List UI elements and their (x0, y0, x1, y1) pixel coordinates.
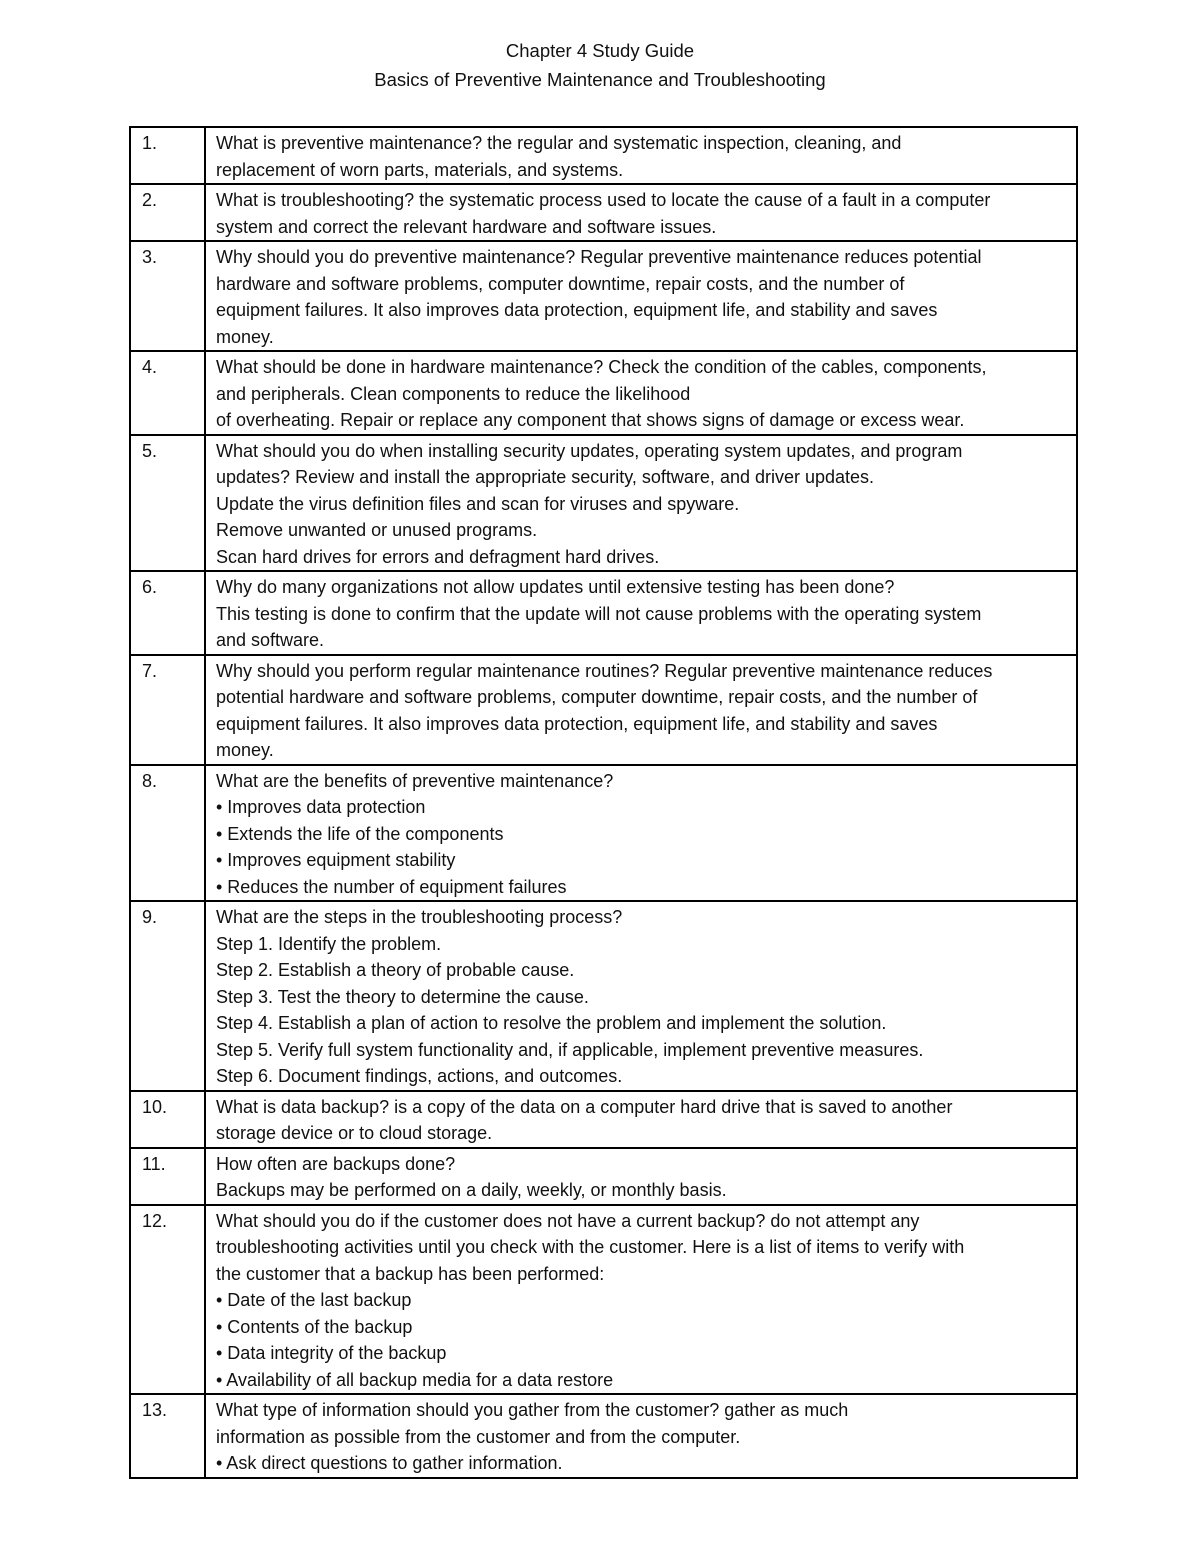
answer-line: Step 4. Establish a plan of action to resolve the problem and implement the solution. (216, 1013, 887, 1033)
answer-line: Why should you do preventive maintenance? Regular preventive maintenance reduces potential (216, 247, 982, 267)
table-row (130, 655, 1077, 765)
question-answer-cell (205, 571, 1077, 655)
answer-line: • Ask direct questions to gather information. (216, 1453, 563, 1473)
answer-line: replacement of worn parts, materials, and systems. (216, 159, 624, 180)
document-header (0, 36, 1200, 94)
question-answer-cell (205, 1091, 1077, 1148)
answer-line: updates? Review and install the appropriate security, software, and driver updates. (216, 467, 875, 487)
question-answer-cell (205, 655, 1077, 765)
answer-line: equipment failures. It also improves data protection, equipment life, and stability and saves (216, 300, 938, 320)
answer-line: Why do many organizations not allow updates until extensive testing has been done? (216, 577, 895, 597)
table-row (130, 571, 1077, 655)
question-number: 8. (130, 765, 205, 902)
answer-line: money. (216, 326, 274, 347)
table-row (130, 435, 1077, 572)
answer-line: What are the steps in the troubleshooting process? (216, 907, 623, 927)
answer-line: Step 5. Verify full system functionality and, if applicable, implement preventive measures. (216, 1039, 924, 1060)
answer-line: storage device or to cloud storage. (216, 1123, 493, 1143)
question-answer-cell (205, 765, 1077, 902)
answer-line: system and correct the relevant hardware and software issues. (216, 216, 717, 237)
question-number: 3. (130, 241, 205, 351)
table-row (130, 765, 1077, 902)
table-row (130, 901, 1077, 1091)
question-number: 2. (130, 184, 205, 241)
answer-line: What is data backup? is a copy of the data on a computer hard drive that is saved to another (216, 1096, 953, 1117)
question-answer-cell (205, 184, 1077, 241)
answer-line: What should you do if the customer does not have a current backup? do not attempt any (216, 1210, 920, 1231)
answer-line: • Availability of all backup media for a data restore (216, 1369, 614, 1390)
document-subtitle: Basics of Preventive Maintenance and Troubleshooting (374, 69, 826, 90)
answer-line: • Improves data protection (216, 797, 426, 817)
answer-line: • Extends the life of the components (216, 823, 504, 844)
answer-line: Step 3. Test the theory to determine the cause. (216, 986, 589, 1007)
question-answer-cell (205, 1148, 1077, 1205)
answer-line: of overheating. Repair or replace any component that shows signs of damage or excess wear. (216, 410, 965, 430)
answer-line: information as possible from the customer and from the computer. (216, 1426, 741, 1447)
question-number: 13. (130, 1394, 205, 1478)
answer-line: • Contents of the backup (216, 1316, 413, 1337)
answer-line: and software. (216, 630, 325, 650)
table-row (130, 1205, 1077, 1395)
question-number: 10. (130, 1091, 205, 1148)
answer-line: potential hardware and software problems, computer downtime, repair costs, and the number of (216, 687, 978, 707)
question-answer-cell (205, 435, 1077, 572)
question-number: 6. (130, 571, 205, 655)
question-number: 7. (130, 655, 205, 765)
table-row (130, 184, 1077, 241)
table-row (130, 351, 1077, 435)
table-row (130, 1394, 1077, 1478)
question-number: 5. (130, 435, 205, 572)
question-answer-cell (205, 901, 1077, 1091)
question-answer-cell (205, 1394, 1077, 1478)
answer-line: hardware and software problems, computer downtime, repair costs, and the number of (216, 273, 905, 294)
answer-line: Update the virus definition files and scan for viruses and spyware. (216, 493, 740, 514)
answer-line: What should be done in hardware maintenance? Check the condition of the cables, components, (216, 357, 987, 377)
answer-line: troubleshooting activities until you check with the customer. Here is a list of items to verify with (216, 1237, 965, 1257)
answer-line: • Improves equipment stability (216, 850, 456, 870)
question-answer-cell (205, 1205, 1077, 1395)
answer-line: What is troubleshooting? the systematic process used to locate the cause of a fault in a computer (216, 190, 991, 210)
table-row (130, 241, 1077, 351)
answer-line: What should you do when installing security updates, operating system updates, and program (216, 440, 963, 461)
question-number: 12. (130, 1205, 205, 1395)
table-row (130, 127, 1077, 184)
answer-line: • Data integrity of the backup (216, 1343, 447, 1363)
answer-line: Backups may be performed on a daily, weekly, or monthly basis. (216, 1180, 727, 1200)
study-guide-table-body (130, 127, 1077, 1478)
answer-line: the customer that a backup has been performed: (216, 1263, 605, 1284)
answer-line: Step 2. Establish a theory of probable cause. (216, 960, 575, 980)
question-answer-cell (205, 241, 1077, 351)
question-number: 1. (130, 127, 205, 184)
answer-line: equipment failures. It also improves data protection, equipment life, and stability and saves (216, 713, 938, 734)
answer-line: Remove unwanted or unused programs. (216, 520, 538, 540)
answer-line: What is preventive maintenance? the regular and systematic inspection, cleaning, and (216, 133, 902, 153)
answer-line: This testing is done to confirm that the update will not cause problems with the operating system (216, 603, 982, 624)
answer-line: money. (216, 740, 274, 760)
answer-line: How often are backups done? (216, 1153, 456, 1174)
answer-line: Step 1. Identify the problem. (216, 933, 442, 954)
table-row (130, 1148, 1077, 1205)
table-row (130, 1091, 1077, 1148)
answer-line: What are the benefits of preventive maintenance? (216, 770, 614, 791)
answer-line: Why should you perform regular maintenance routines? Regular preventive maintenance reduces (216, 660, 993, 681)
answer-line: Scan hard drives for errors and defragment hard drives. (216, 546, 660, 567)
study-guide-table (129, 126, 1078, 1479)
document-title: Chapter 4 Study Guide (505, 40, 695, 61)
question-answer-cell (205, 351, 1077, 435)
answer-line: Step 6. Document findings, actions, and outcomes. (216, 1066, 623, 1086)
question-answer-cell (205, 127, 1077, 184)
question-number: 4. (130, 351, 205, 435)
answer-line: and peripherals. Clean components to reduce the likelihood (216, 383, 691, 404)
answer-line: What type of information should you gather from the customer? gather as much (216, 1400, 849, 1420)
answer-line: • Reduces the number of equipment failures (216, 876, 567, 897)
question-number: 11. (130, 1148, 205, 1205)
question-number: 9. (130, 901, 205, 1091)
answer-line: • Date of the last backup (216, 1290, 412, 1310)
